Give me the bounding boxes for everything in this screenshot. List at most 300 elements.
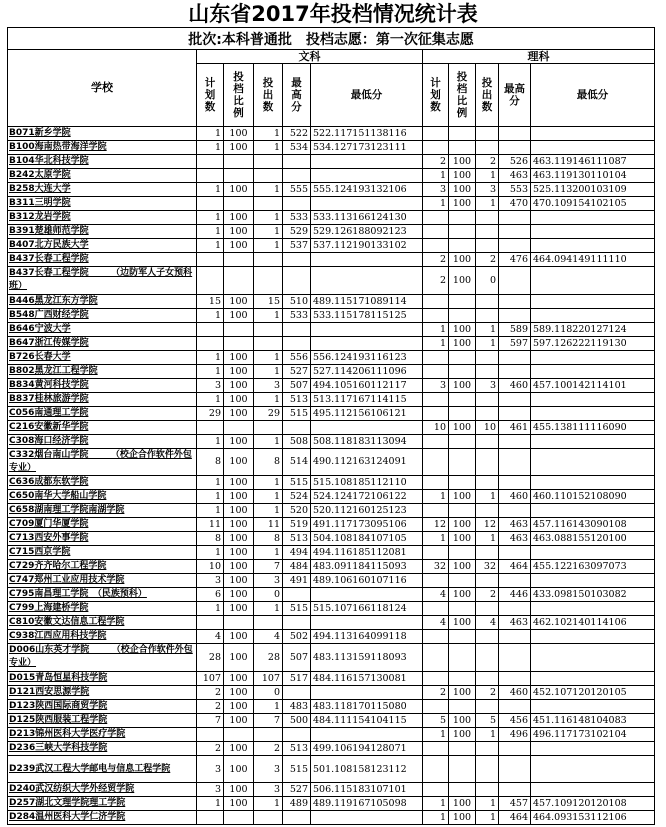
like-max-cell xyxy=(499,434,531,448)
like-max-cell xyxy=(499,294,531,308)
like-min-cell xyxy=(531,239,655,253)
like-ratio-cell: 100 xyxy=(449,378,476,392)
like-ratio-cell xyxy=(449,239,476,253)
like-out-cell xyxy=(476,602,499,616)
wenke-max-cell: 534 xyxy=(283,141,311,155)
like-plan-header: 计划数 xyxy=(423,64,449,127)
like-out-cell xyxy=(476,448,499,476)
wenke-plan-cell: 1 xyxy=(197,546,224,560)
wenke-out-cell: 1 xyxy=(254,476,283,490)
like-plan-cell xyxy=(423,308,449,322)
wenke-ratio-cell: 100 xyxy=(224,490,254,504)
table-row xyxy=(8,322,655,336)
like-plan-cell: 5 xyxy=(423,713,449,727)
like-out-cell xyxy=(476,392,499,406)
school-name: C715西京学院 xyxy=(8,546,197,560)
wenke-min-cell: 489.115171089114 xyxy=(311,294,423,308)
like-max-cell xyxy=(499,127,531,141)
wenke-out-cell: 1 xyxy=(254,699,283,713)
table-row xyxy=(8,267,655,295)
like-plan-cell: 4 xyxy=(423,616,449,630)
wenke-ratio-cell: 100 xyxy=(224,364,254,378)
table-row xyxy=(8,392,655,406)
wenke-out-cell xyxy=(254,420,283,434)
wenke-plan-cell: 1 xyxy=(197,350,224,364)
like-plan-cell xyxy=(423,504,449,518)
like-min-cell: 464.093153112106 xyxy=(531,811,655,825)
like-plan-cell xyxy=(423,783,449,797)
wenke-ratio-cell: 100 xyxy=(224,671,254,685)
like-min-cell: 463.119146111087 xyxy=(531,155,655,169)
wenke-max-cell: 507 xyxy=(283,644,311,672)
like-max-cell xyxy=(499,364,531,378)
like-out-cell xyxy=(476,644,499,672)
like-max-cell: 476 xyxy=(499,253,531,267)
like-min-cell xyxy=(531,644,655,672)
like-min-cell xyxy=(531,741,655,755)
wenke-min-cell: 484.116157130081 xyxy=(311,671,423,685)
like-ratio-cell xyxy=(449,434,476,448)
wenke-ratio-cell: 100 xyxy=(224,392,254,406)
wenke-out-cell: 7 xyxy=(254,713,283,727)
like-ratio-cell xyxy=(449,225,476,239)
like-max-cell xyxy=(499,211,531,225)
table-row xyxy=(8,671,655,685)
like-max-cell: 463 xyxy=(499,169,531,183)
table-row xyxy=(8,127,655,141)
wenke-min-cell xyxy=(311,322,423,336)
table-row xyxy=(8,239,655,253)
like-plan-cell: 32 xyxy=(423,560,449,574)
wenke-min-cell xyxy=(311,169,423,183)
like-out-cell xyxy=(476,574,499,588)
like-min-cell xyxy=(531,434,655,448)
wenke-ratio-cell: 100 xyxy=(224,225,254,239)
like-max-cell: 526 xyxy=(499,155,531,169)
like-max-cell xyxy=(499,699,531,713)
wenke-max-cell: 500 xyxy=(283,713,311,727)
like-max-cell: 464 xyxy=(499,560,531,574)
like-max-cell xyxy=(499,225,531,239)
school-name: B437长春工程学院 xyxy=(8,253,197,267)
school-name: B391楚雄师范学院 xyxy=(8,225,197,239)
wenke-min-cell: 515.107166118124 xyxy=(311,602,423,616)
like-plan-cell xyxy=(423,630,449,644)
school-name: B437长春工程学院 （边防军人子女预科班） xyxy=(8,267,197,295)
wenke-max-cell: 529 xyxy=(283,225,311,239)
wenke-ratio-cell: 100 xyxy=(224,183,254,197)
wenke-min-cell: 537.112190133102 xyxy=(311,239,423,253)
table-row xyxy=(8,434,655,448)
like-plan-cell xyxy=(423,574,449,588)
batch-subtitle: 批次:本科普通批 投档志愿：第一次征集志愿 xyxy=(8,28,655,50)
wenke-max-cell xyxy=(283,685,311,699)
like-ratio-cell: 100 xyxy=(449,532,476,546)
wenke-plan-cell: 107 xyxy=(197,671,224,685)
like-header: 理科 xyxy=(423,50,655,64)
wenke-ratio-cell xyxy=(224,420,254,434)
like-plan-cell: 1 xyxy=(423,811,449,825)
like-max-cell xyxy=(499,741,531,755)
table-row xyxy=(8,518,655,532)
table-row xyxy=(8,155,655,169)
school-name: D236三峡大学科技学院 xyxy=(8,741,197,755)
wenke-min-cell: 489.106160107116 xyxy=(311,574,423,588)
table-row xyxy=(8,211,655,225)
table-row xyxy=(8,336,655,350)
like-max-cell xyxy=(499,448,531,476)
wenke-out-cell: 1 xyxy=(254,797,283,811)
like-ratio-cell: 100 xyxy=(449,560,476,574)
like-plan-cell: 1 xyxy=(423,490,449,504)
like-max-cell: 496 xyxy=(499,727,531,741)
wenke-plan-cell: 10 xyxy=(197,560,224,574)
wenke-plan-cell: 1 xyxy=(197,183,224,197)
table-row xyxy=(8,699,655,713)
table-row xyxy=(8,476,655,490)
like-plan-cell: 1 xyxy=(423,336,449,350)
like-plan-cell xyxy=(423,671,449,685)
wenke-plan-cell: 2 xyxy=(197,741,224,755)
wenke-ratio-cell xyxy=(224,267,254,295)
wenke-max-cell: 494 xyxy=(283,546,311,560)
wenke-max-cell: 555 xyxy=(283,183,311,197)
like-out-cell xyxy=(476,671,499,685)
school-name: C795南昌理工学院 （民族预科） xyxy=(8,588,197,602)
school-name: C056南通理工学院 xyxy=(8,406,197,420)
wenke-plan-cell: 1 xyxy=(197,141,224,155)
wenke-out-cell: 1 xyxy=(254,602,283,616)
wenke-max-cell: 515 xyxy=(283,476,311,490)
like-plan-cell: 4 xyxy=(423,588,449,602)
like-min-cell xyxy=(531,476,655,490)
like-min-cell: 451.116148104083 xyxy=(531,713,655,727)
wenke-max-cell: 515 xyxy=(283,406,311,420)
wenke-out-cell: 1 xyxy=(254,308,283,322)
page-title: 山东省2017年投档情况统计表 xyxy=(188,2,478,26)
like-min-cell xyxy=(531,127,655,141)
wenke-ratio-cell: 100 xyxy=(224,713,254,727)
like-ratio-cell xyxy=(449,350,476,364)
school-name: C810安徽文达信息工程学院 xyxy=(8,616,197,630)
wenke-min-cell: 520.112160125123 xyxy=(311,504,423,518)
like-min-cell xyxy=(531,448,655,476)
wenke-ratio-cell: 100 xyxy=(224,755,254,783)
table-row xyxy=(8,560,655,574)
like-min-cell xyxy=(531,671,655,685)
wenke-plan-cell: 2 xyxy=(197,699,224,713)
wenke-ratio-cell: 100 xyxy=(224,685,254,699)
table-row xyxy=(8,308,655,322)
wenke-ratio-cell: 100 xyxy=(224,560,254,574)
wenke-ratio-cell: 100 xyxy=(224,588,254,602)
wenke-max-cell xyxy=(283,336,311,350)
table-body xyxy=(8,127,655,825)
wenke-plan-cell: 29 xyxy=(197,406,224,420)
like-ratio-cell xyxy=(449,504,476,518)
wenke-out-cell xyxy=(254,336,283,350)
like-plan-cell: 1 xyxy=(423,322,449,336)
wenke-out-cell: 1 xyxy=(254,225,283,239)
like-max-cell: 463 xyxy=(499,532,531,546)
like-plan-cell xyxy=(423,476,449,490)
wenke-out-cell: 8 xyxy=(254,532,283,546)
like-out-cell xyxy=(476,783,499,797)
like-ratio-cell xyxy=(449,671,476,685)
wenke-out-header: 投出数 xyxy=(254,64,283,127)
school-name: C216安徽新华学院 xyxy=(8,420,197,434)
wenke-min-cell: 494.113164099118 xyxy=(311,630,423,644)
school-name: B834黄河科技学院 xyxy=(8,378,197,392)
wenke-max-cell: 502 xyxy=(283,630,311,644)
wenke-out-cell: 107 xyxy=(254,671,283,685)
table-row xyxy=(8,741,655,755)
wenke-min-cell xyxy=(311,336,423,350)
like-out-cell xyxy=(476,406,499,420)
wenke-plan-cell: 1 xyxy=(197,434,224,448)
like-plan-cell xyxy=(423,448,449,476)
like-min-cell xyxy=(531,308,655,322)
like-min-cell: 433.098150103082 xyxy=(531,588,655,602)
like-out-cell: 2 xyxy=(476,685,499,699)
like-max-cell: 460 xyxy=(499,490,531,504)
wenke-min-cell xyxy=(311,616,423,630)
like-plan-cell xyxy=(423,644,449,672)
school-name: B104华北科技学院 xyxy=(8,155,197,169)
like-ratio-cell: 100 xyxy=(449,713,476,727)
wenke-ratio-cell xyxy=(224,811,254,825)
wenke-ratio-cell: 100 xyxy=(224,783,254,797)
like-max-cell xyxy=(499,602,531,616)
wenke-out-cell xyxy=(254,169,283,183)
table-row xyxy=(8,532,655,546)
like-max-cell xyxy=(499,630,531,644)
like-ratio-cell xyxy=(449,574,476,588)
school-name: C713西安外事学院 xyxy=(8,532,197,546)
like-ratio-cell xyxy=(449,392,476,406)
like-max-cell xyxy=(499,406,531,420)
like-ratio-cell xyxy=(449,308,476,322)
wenke-ratio-cell: 100 xyxy=(224,434,254,448)
wenke-min-cell: 534.127173123111 xyxy=(311,141,423,155)
school-name: B837桂林旅游学院 xyxy=(8,392,197,406)
wenke-out-cell: 1 xyxy=(254,239,283,253)
wenke-max-cell: 513 xyxy=(283,741,311,755)
wenke-out-cell: 1 xyxy=(254,183,283,197)
wenke-ratio-cell xyxy=(224,197,254,211)
wenke-plan-cell: 1 xyxy=(197,239,224,253)
wenke-min-cell: 499.106194128071 xyxy=(311,741,423,755)
like-max-cell: 460 xyxy=(499,378,531,392)
like-max-cell: 457 xyxy=(499,797,531,811)
like-min-cell: 463.088155120100 xyxy=(531,532,655,546)
wenke-min-cell: 490.112163124091 xyxy=(311,448,423,476)
table-row xyxy=(8,504,655,518)
wenke-out-cell: 0 xyxy=(254,588,283,602)
table-row xyxy=(8,197,655,211)
wenke-out-cell xyxy=(254,267,283,295)
wenke-max-cell: 484 xyxy=(283,560,311,574)
table-row xyxy=(8,490,655,504)
like-ratio-cell xyxy=(449,755,476,783)
wenke-max-cell: 520 xyxy=(283,504,311,518)
wenke-plan-cell: 8 xyxy=(197,448,224,476)
like-max-cell xyxy=(499,755,531,783)
wenke-min-cell: 484.111154104115 xyxy=(311,713,423,727)
like-out-cell: 5 xyxy=(476,713,499,727)
table-row xyxy=(8,616,655,630)
wenke-min-cell: 506.115183107101 xyxy=(311,783,423,797)
like-max-cell: 553 xyxy=(499,183,531,197)
school-name: B258大连大学 xyxy=(8,183,197,197)
school-name: D240武汉纺织大学外经贸学院 xyxy=(8,783,197,797)
table-row xyxy=(8,141,655,155)
like-out-cell xyxy=(476,239,499,253)
like-out-cell xyxy=(476,294,499,308)
wenke-min-cell: 527.114206111096 xyxy=(311,364,423,378)
wenke-plan-cell xyxy=(197,197,224,211)
wenke-out-cell: 1 xyxy=(254,127,283,141)
wenke-ratio-cell: 100 xyxy=(224,211,254,225)
wenke-max-cell xyxy=(283,811,311,825)
wenke-out-cell xyxy=(254,155,283,169)
wenke-out-cell: 1 xyxy=(254,504,283,518)
like-plan-cell xyxy=(423,741,449,755)
table-row xyxy=(8,546,655,560)
like-ratio-cell: 100 xyxy=(449,267,476,295)
like-plan-cell xyxy=(423,239,449,253)
wenke-max-cell: 507 xyxy=(283,378,311,392)
table-row xyxy=(8,574,655,588)
wenke-ratio-cell: 100 xyxy=(224,448,254,476)
table-row xyxy=(8,685,655,699)
wenke-max-cell: 537 xyxy=(283,239,311,253)
wenke-max-cell xyxy=(283,253,311,267)
like-plan-cell xyxy=(423,127,449,141)
wenke-max-cell: 508 xyxy=(283,434,311,448)
wenke-min-cell: 494.116185112081 xyxy=(311,546,423,560)
like-out-cell: 1 xyxy=(476,336,499,350)
wenke-out-cell: 11 xyxy=(254,518,283,532)
wenke-max-cell: 510 xyxy=(283,294,311,308)
wenke-min-cell: 533.115178115125 xyxy=(311,308,423,322)
school-name: C747郑州工业应用技术学院 xyxy=(8,574,197,588)
school-name: C729齐齐哈尔工程学院 xyxy=(8,560,197,574)
like-ratio-cell xyxy=(449,406,476,420)
wenke-min-cell xyxy=(311,155,423,169)
like-ratio-cell: 100 xyxy=(449,727,476,741)
like-min-cell: 597.126222119130 xyxy=(531,336,655,350)
like-out-cell: 32 xyxy=(476,560,499,574)
like-out-cell xyxy=(476,141,499,155)
like-max-cell xyxy=(499,574,531,588)
like-out-header: 投出数 xyxy=(476,64,499,127)
wenke-plan-cell: 1 xyxy=(197,127,224,141)
like-min-cell: 455.138111116090 xyxy=(531,420,655,434)
school-name: C332烟台南山学院 （校企合作软件外包专业） xyxy=(8,448,197,476)
like-ratio-cell: 100 xyxy=(449,588,476,602)
like-ratio-cell: 100 xyxy=(449,183,476,197)
like-ratio-cell xyxy=(449,448,476,476)
like-min-cell: 589.118220127124 xyxy=(531,322,655,336)
table-row xyxy=(8,783,655,797)
like-max-cell: 470 xyxy=(499,197,531,211)
wenke-ratio-cell: 100 xyxy=(224,350,254,364)
like-max-header: 最高分 xyxy=(499,64,531,127)
wenke-ratio-cell xyxy=(224,253,254,267)
wenke-out-cell xyxy=(254,322,283,336)
wenke-plan-header: 计划数 xyxy=(197,64,224,127)
wenke-out-cell: 1 xyxy=(254,392,283,406)
wenke-plan-cell xyxy=(197,155,224,169)
like-min-cell xyxy=(531,699,655,713)
like-min-cell: 496.117173102104 xyxy=(531,727,655,741)
like-plan-cell xyxy=(423,392,449,406)
school-name: D257湖北文理学院理工学院 xyxy=(8,797,197,811)
wenke-max-cell xyxy=(283,267,311,295)
like-max-cell xyxy=(499,476,531,490)
wenke-out-cell: 0 xyxy=(254,685,283,699)
wenke-ratio-cell: 100 xyxy=(224,504,254,518)
wenke-plan-cell: 1 xyxy=(197,504,224,518)
wenke-max-cell: 524 xyxy=(283,490,311,504)
like-plan-cell: 12 xyxy=(423,518,449,532)
like-max-cell: 460 xyxy=(499,685,531,699)
like-min-cell: 457.116143090108 xyxy=(531,518,655,532)
like-min-cell xyxy=(531,504,655,518)
wenke-ratio-cell: 100 xyxy=(224,308,254,322)
school-name: C799上海建桥学院 xyxy=(8,602,197,616)
wenke-max-cell: 514 xyxy=(283,448,311,476)
wenke-plan-cell: 3 xyxy=(197,783,224,797)
school-name: B802黑龙江工程学院 xyxy=(8,364,197,378)
like-out-cell xyxy=(476,308,499,322)
like-min-cell xyxy=(531,267,655,295)
wenke-plan-cell xyxy=(197,336,224,350)
like-max-cell xyxy=(499,783,531,797)
school-name: D284温州医科大学仁济学院 xyxy=(8,811,197,825)
wenke-plan-cell: 1 xyxy=(197,476,224,490)
like-min-cell: 464.094149111110 xyxy=(531,253,655,267)
wenke-max-cell xyxy=(283,169,311,183)
like-ratio-cell: 100 xyxy=(449,336,476,350)
like-max-cell: 463 xyxy=(499,518,531,532)
wenke-min-cell: 522.117151138116 xyxy=(311,127,423,141)
wenke-ratio-cell: 100 xyxy=(224,518,254,532)
like-max-cell xyxy=(499,350,531,364)
wenke-out-cell: 4 xyxy=(254,630,283,644)
wenke-out-cell xyxy=(254,616,283,630)
wenke-max-cell: 517 xyxy=(283,671,311,685)
school-name: D125陕西服装工程学院 xyxy=(8,713,197,727)
table-row xyxy=(8,225,655,239)
wenke-ratio-cell: 100 xyxy=(224,532,254,546)
school-name: B446黑龙江东方学院 xyxy=(8,294,197,308)
wenke-max-cell xyxy=(283,588,311,602)
like-ratio-cell xyxy=(449,211,476,225)
wenke-ratio-cell xyxy=(224,336,254,350)
wenke-out-cell: 28 xyxy=(254,644,283,672)
wenke-ratio-cell: 100 xyxy=(224,294,254,308)
wenke-max-cell: 491 xyxy=(283,574,311,588)
like-plan-cell xyxy=(423,602,449,616)
school-name: B312龙岩学院 xyxy=(8,211,197,225)
table-row xyxy=(8,448,655,476)
like-out-cell xyxy=(476,127,499,141)
like-plan-cell xyxy=(423,350,449,364)
wenke-min-cell xyxy=(311,811,423,825)
like-ratio-cell xyxy=(449,644,476,672)
